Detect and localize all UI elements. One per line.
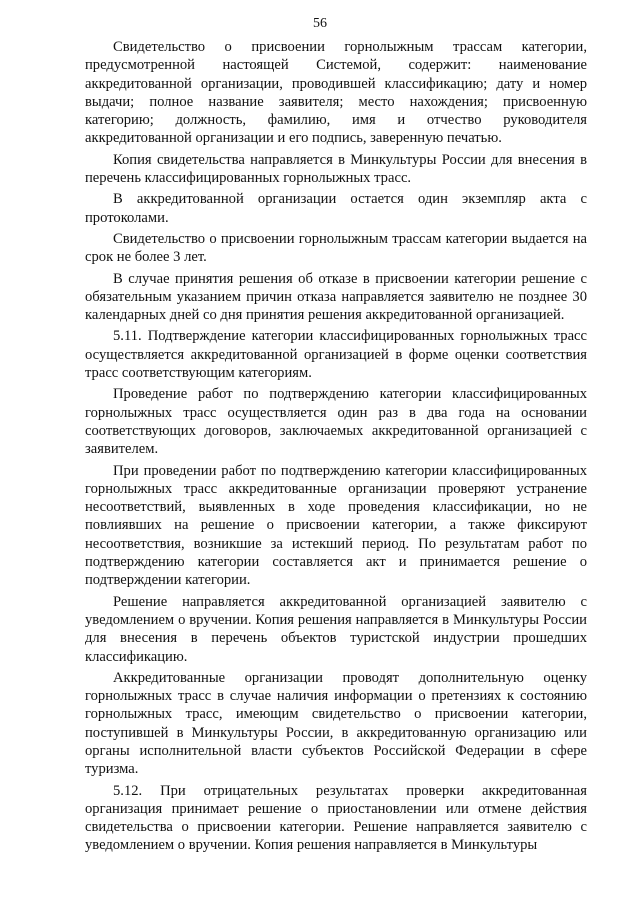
paragraph-certificate-term: Свидетельство о присвоении горнолыжным трассам категории выдается на срок не более 3 лет.: [85, 230, 587, 266]
paragraph-confirmation-checks: При проведении работ по подтверждению категории классифицированных горнолыжных трасс аккредитованные организации проверяют устранение несоответствий, выявленных в ходе проведения классификации, но не повлиявших на решение о присвоении категории, а также фиксируют несоответствия, возникшие за истекший период. По результатам работ по подтверждению категории составляется акт и принимается решение о подтверждении категории.: [85, 462, 587, 589]
page-number: 56: [313, 16, 327, 31]
paragraph-act-copy: В аккредитованной организации остается один экземпляр акта с протоколами.: [85, 191, 587, 226]
paragraph-section-5-12: 5.12. При отрицательных результатах проверки аккредитованная организация принимает решение о приостановлении или отмене действия свидетельства о присвоении категории. Решение направляется заявителю с уведомлением о вручении. Копия решения направляется в Минкультуры: [85, 782, 587, 854]
paragraph-certificate-contents: Свидетельство о присвоении горнолыжным трассам категории, предусмотренной настоящей Системой, содержит: наименование аккредитованной организации, проводившей классификацию; дату и номер выдачи; полное название заявителя; место нахождения; присвоенную категорию; должность, фамилию, имя и отчество руководителя аккредитованной организации и его подпись, заверенную печатью.: [85, 39, 587, 147]
paragraph-certificate-copy: Копия свидетельства направляется в Минкультуры России для внесения в перечень классифицированных горнолыжных трасс.: [85, 151, 587, 187]
paragraph-refusal: В случае принятия решения об отказе в присвоении категории решение с обязательным указанием причин отказа направляется заявителю не позднее 30 календарных дней со дня принятия решения аккредитованной организацией.: [85, 270, 587, 324]
paragraph-decision-delivery: Решение направляется аккредитованной организацией заявителю с уведомлением о вручении. Копия решения направляется в Минкультуры России для внесения в перечень объектов туристской индустрии прошедших классификацию.: [85, 593, 587, 665]
paragraph-section-5-11: 5.11. Подтверждение категории классифицированных горнолыжных трасс осуществляется аккредитованной организацией в форме оценки соответствия трасс соответствующим категориям.: [85, 328, 587, 382]
paragraph-confirmation-frequency: Проведение работ по подтверждению категории классифицированных горнолыжных трасс осуществляется один раз в два года на основании соответствующих договоров, заключаемых аккредитованной организацией с заявителем.: [85, 386, 587, 458]
document-body: [85, 38, 587, 858]
paragraph-additional-assessment: Аккредитованные организации проводят дополнительную оценку горнолыжных трасс в случае наличия информации о претензиях к состоянию горнолыжных трасс, имеющим свидетельство о присвоении категории, поступившей в Минкультуры России, в аккредитованную организацию или органы исполнительной власти субъектов Российской Федерации в сфере туризма.: [85, 669, 587, 778]
